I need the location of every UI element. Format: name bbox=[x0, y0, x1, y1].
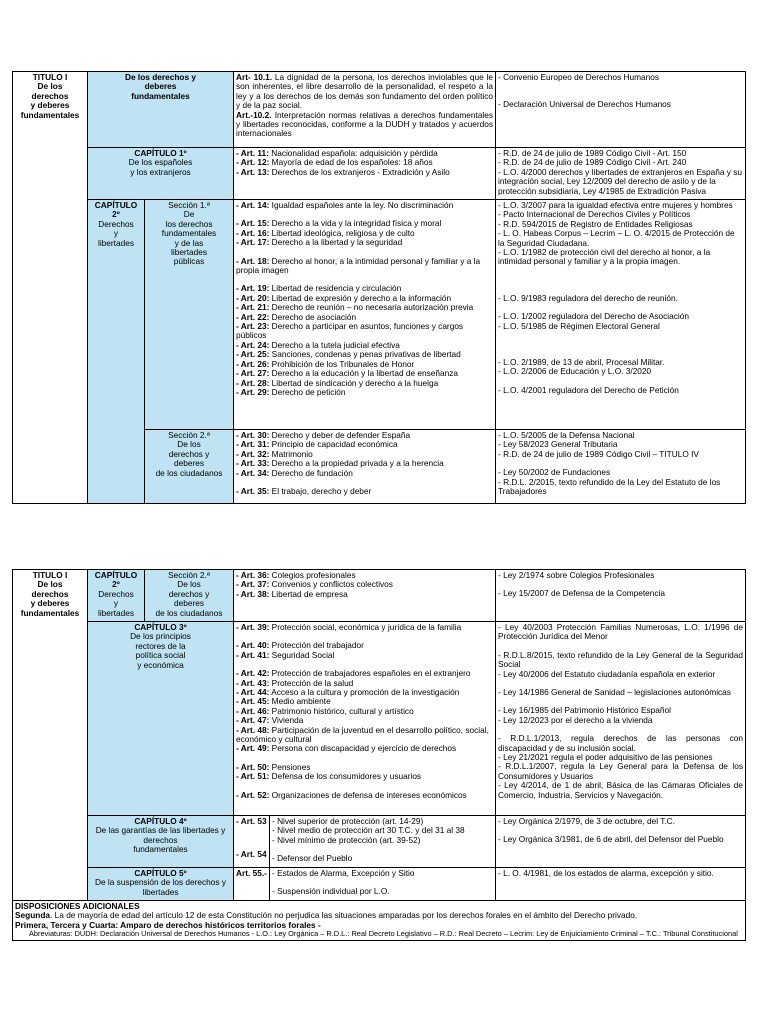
article-ref: Art- 10.1. bbox=[236, 72, 273, 82]
article-ref: - Art. 54 bbox=[236, 849, 267, 860]
article-ref: - Art. 27: bbox=[236, 368, 270, 379]
article-item bbox=[236, 322, 493, 341]
titulo-line: De los bbox=[37, 81, 63, 92]
article-item bbox=[236, 469, 493, 478]
article-item bbox=[236, 201, 493, 210]
article-ref: - Art. 37: bbox=[236, 579, 270, 590]
article-ref: - Art. 47: bbox=[236, 715, 270, 726]
article-text: Derecho a la tutela judicial efectiva bbox=[269, 339, 400, 350]
law-item: - Ley 14/1986 General de Sanidad – legislaciones autonómicas bbox=[498, 687, 731, 698]
cap5-heading bbox=[88, 868, 234, 901]
article-ref: - Art. 12: bbox=[236, 157, 270, 168]
article-text: Derecho a la vida y la integridad física y moral bbox=[269, 218, 442, 229]
cap4-items bbox=[270, 816, 496, 868]
article-text: Derechos de los extranjeros - Extradición y Asilo bbox=[269, 166, 450, 177]
heading-line: y bbox=[113, 598, 119, 609]
article-ref: - Art. 41: bbox=[236, 649, 270, 660]
titulo-line: TITULO I bbox=[32, 570, 68, 580]
law-item: - R.D. de 24 de julio de 1989 Código Civil – TITULO IV bbox=[498, 448, 699, 459]
titulo-cell bbox=[13, 570, 88, 901]
heading-line: Derechos bbox=[98, 588, 134, 599]
article-ref: - Art. 38: bbox=[236, 588, 270, 599]
law-item: - R.D.L.1/2007, regula la Ley General para la Defensa de los Consumidores y Usuarios bbox=[498, 761, 744, 781]
heading-line: rectores de la bbox=[135, 640, 186, 651]
heading-line: de los ciudadanos bbox=[155, 467, 223, 478]
article-item bbox=[236, 651, 493, 660]
article-text: Protección del trabajador bbox=[269, 640, 364, 651]
article-text: Pensiones bbox=[269, 761, 311, 772]
law-item: - L. O. 4/1981, de los estados de alarma, excepción y sitio. bbox=[496, 868, 746, 901]
article-ref: - Art. 13: bbox=[236, 166, 270, 177]
titulo-line: De los bbox=[37, 579, 63, 590]
law-item: - L.O. 2/2006 de Educación y L.O. 3/2020 bbox=[498, 366, 652, 377]
article-ref: - Art. 45: bbox=[236, 696, 270, 707]
titulo-line: derechos bbox=[31, 588, 69, 599]
article-ref: - Art. 19: bbox=[236, 283, 270, 294]
titulo-line: y deberes bbox=[30, 598, 70, 609]
article-text: Protección de trabajadores españoles en el extranjero bbox=[269, 668, 471, 679]
law-item: - Pacto Internacional de Derechos Civiles y Políticos bbox=[498, 209, 691, 220]
titulo-line: fundamentales bbox=[20, 607, 80, 618]
titulo-line: TITULO I bbox=[32, 72, 68, 82]
heading-line: De los bbox=[177, 579, 201, 590]
article-text: Derecho y deber de defender España bbox=[269, 430, 411, 440]
protection-level: - Nivel superior de protección (art. 14-29) bbox=[272, 816, 424, 826]
cap3-articles bbox=[234, 622, 496, 816]
law-item: - R.D.L.8/2015, texto refundido de la Ley General de la Seguridad Social bbox=[498, 649, 744, 670]
article-text: Prohibición de los Tribunales de Honor bbox=[269, 358, 415, 369]
constitution-table-page-1 bbox=[12, 71, 746, 504]
article-text: Libertad ideológica, religiosa y de culto bbox=[269, 227, 415, 238]
heading-line: De bbox=[183, 209, 195, 220]
article-ref: - Art. 49: bbox=[236, 743, 270, 754]
article-ref: - Art. 40: bbox=[236, 640, 270, 651]
heading-line: deberes bbox=[144, 81, 177, 92]
law-item: - L.O. 4/2001 reguladora del Derecho de Petición bbox=[498, 384, 679, 395]
heading-line: CAPÍTULO bbox=[94, 570, 138, 580]
law-item: - Ley 2/1974 sobre Colegios Profesionales bbox=[498, 570, 655, 580]
heading-line: CAPÍTULO 3º bbox=[134, 622, 187, 632]
article-ref: - Art. 24: bbox=[236, 339, 270, 350]
article-ref: - Art. 20: bbox=[236, 292, 270, 303]
law-item: - Ley 4/2014, de 1 de abril, Básica de las Cámaras Oficiales de Comercio, Industria, Servicios y Navegación. bbox=[498, 780, 744, 800]
article-ref: - Art. 32: bbox=[236, 448, 270, 459]
article-text: Nacionalidad española: adquisición y pérdida bbox=[268, 148, 438, 158]
article-text: Seguridad Social bbox=[269, 649, 335, 660]
sec2-articles bbox=[234, 430, 496, 504]
cap1-heading bbox=[88, 148, 234, 200]
article-ref: - Art. 28: bbox=[236, 377, 270, 388]
heading-line: De los bbox=[177, 439, 201, 450]
heading-line: de los ciudadanos bbox=[155, 607, 223, 618]
article-text: Convenios y conflictos colectivos bbox=[269, 579, 393, 590]
article-text: Principio de capacidad económica bbox=[269, 439, 398, 450]
law-item: - Convenio Europeo de Derechos Humanos bbox=[498, 72, 659, 82]
cap3-heading bbox=[88, 622, 234, 816]
article-ref: - Art. 21: bbox=[236, 302, 270, 313]
article-item bbox=[236, 257, 493, 276]
cap2-heading bbox=[88, 200, 145, 504]
heading-line: libertades bbox=[98, 237, 134, 248]
article-ref: Art. 55.- bbox=[234, 868, 270, 901]
heading-line: y bbox=[113, 228, 119, 239]
article-ref: - Art. 18: bbox=[236, 255, 270, 266]
article-item bbox=[236, 772, 493, 781]
heading-line: De los principios bbox=[130, 631, 191, 642]
article-ref: - Art. 15: bbox=[236, 218, 270, 229]
article-ref: - Art. 46: bbox=[236, 705, 270, 716]
article-text: Defensa de los consumidores y usuarios bbox=[269, 771, 422, 782]
cap3-laws bbox=[496, 622, 746, 816]
article-ref: - Art. 36: bbox=[236, 570, 270, 580]
article-text: Derecho de reunión – no necesaria autorización previa bbox=[269, 302, 474, 313]
article-item bbox=[236, 623, 493, 632]
heading-line: Sección 1.ª bbox=[168, 200, 210, 210]
heading-line: derechos y bbox=[168, 588, 210, 599]
intro-heading bbox=[88, 72, 234, 148]
law-item: - Ley Orgánica 3/1981, de 6 de abril, del Defensor del Pueblo bbox=[498, 834, 724, 845]
titulo-cell bbox=[13, 72, 88, 504]
law-item: - Ley 40/2003 Protección Familias Numerosas, L.O. 1/1996 de Protección Jurídica del Menor bbox=[498, 622, 744, 642]
law-item: - Ley Orgánica 2/1979, de 3 de octubre, del T.C. bbox=[498, 816, 675, 826]
law-item: - Declaración Universal de Derechos Humanos bbox=[498, 99, 671, 110]
law-item: - R.D.L. 2/2015, texto refundido de la Ley del Estatuto de los Trabajadores bbox=[498, 476, 721, 497]
article-ref: - Art. 11: bbox=[236, 148, 269, 158]
heading-line: Sección 2.ª bbox=[168, 570, 210, 580]
sec1-articles bbox=[234, 200, 496, 430]
law-item: - L.O. 3/2007 para la igualdad efectiva entre mujeres y hombres bbox=[498, 200, 733, 210]
titulo-line: derechos bbox=[31, 90, 69, 101]
abbreviations-note: Abreviaturas: DUDH: Declaración Universal de Derechos Humanos - L.O.: Ley Orgánica – R.D.L.: Real Decreto Legislativo – R.D.: Real Decreto – Lecrim: Ley de Enjuiciamiento Criminal – T.C.: Tribunal Constitucional bbox=[29, 929, 738, 939]
article-ref: - Art. 50: bbox=[236, 761, 270, 772]
heading-line: 2º bbox=[112, 209, 120, 220]
sec1-heading bbox=[145, 200, 234, 430]
heading-line: fundamentales bbox=[133, 844, 188, 855]
law-item: - L.O. 1/1982 de protección civil del derecho al honor, a la intimidad personal y familiar y a la propia imagen. bbox=[498, 247, 711, 267]
disposicion-primera: Primera, Tercera y Cuarta: Amparo de derechos históricos territorios forales - bbox=[15, 919, 321, 930]
article-text: Derecho a la educación y la libertad de enseñanza bbox=[269, 368, 459, 379]
article-text: Derecho de asociación bbox=[269, 311, 357, 322]
article-item bbox=[236, 238, 493, 247]
article-ref: - Art. 42: bbox=[236, 668, 270, 679]
article-ref: - Art. 25: bbox=[236, 349, 270, 360]
law-item: - L.O. 1/2002 reguladora del Derecho de Asociación bbox=[498, 311, 689, 322]
cap1-laws bbox=[496, 148, 746, 200]
article-ref: - Art. 22: bbox=[236, 311, 270, 322]
law-item: - R.D.L.1/2013, regula derechos de las personas con discapacidad y de su inclusión social. bbox=[498, 733, 744, 753]
heading-line: deberes bbox=[174, 458, 204, 469]
heading-line: Sección 2.ª bbox=[168, 430, 210, 440]
heading-line: y de las bbox=[174, 237, 204, 248]
article-text: Acceso a la cultura y promoción de la investigación bbox=[269, 687, 460, 698]
heading-line: CAPÍTULO bbox=[94, 200, 138, 210]
suspension-item: - Estados de Alarma, Excepción y Sitio bbox=[272, 868, 415, 878]
article-text: Libertad de expresión y derecho a la información bbox=[269, 292, 452, 303]
heading-line: libertades bbox=[98, 607, 134, 618]
sec2-laws bbox=[496, 570, 746, 622]
disposiciones-title: DISPOSICIONES ADICIONALES bbox=[15, 901, 140, 911]
article-text: Interpretación normas relativas a derechos fundamentales y libertades reconocidas, conforme a la DUDH y tratados y acuerdos internacionales bbox=[236, 109, 494, 139]
article-ref: - Art. 43: bbox=[236, 677, 270, 688]
law-item: - L.O. 5/1985 de Régimen Electoral General bbox=[498, 320, 660, 331]
article-text: Derecho a la libertad y la seguridad bbox=[269, 237, 403, 248]
disposiciones-adicionales bbox=[13, 901, 746, 941]
article-ref: - Art. 51: bbox=[236, 771, 270, 782]
cap2-heading bbox=[88, 570, 145, 622]
heading-line: fundamentales bbox=[131, 90, 190, 101]
heading-line: CAPÍTULO 4º bbox=[134, 816, 187, 826]
article-ref: - Art. 39: bbox=[236, 622, 270, 632]
article-ref: - Art. 44: bbox=[236, 687, 270, 698]
article-item bbox=[236, 487, 493, 496]
law-item: - R.D. de 24 de julio de 1989 Código Civil - Art. 150 bbox=[498, 148, 687, 158]
heading-line: públicas bbox=[173, 256, 205, 267]
heading-line: derechos y bbox=[168, 448, 210, 459]
article-text: Persona con discapacidad y ejercicio de derechos bbox=[269, 743, 457, 754]
cap4-heading bbox=[88, 816, 234, 868]
heading-line: De la suspensión de los derechos y libertades bbox=[95, 877, 226, 897]
disposicion-label: Segunda bbox=[15, 910, 51, 921]
law-item: - R.D. 594/2015 de Registro de Entidades Religiosas bbox=[498, 218, 693, 229]
article-text: Vivienda bbox=[269, 715, 304, 726]
article-ref: Art.-10.2. bbox=[236, 109, 272, 120]
article-text: Organizaciones de defensa de intereses económicos bbox=[269, 789, 467, 800]
article-ref: - Art. 30: bbox=[236, 430, 270, 440]
law-item: - Ley 16/1985 del Patrimonio Histórico Español bbox=[498, 705, 671, 716]
article-text: Derecho a participar en asuntos, funciones y cargos públicos bbox=[236, 321, 464, 341]
sec2-laws bbox=[496, 430, 746, 504]
law-item: - Ley 12/2023 por el derecho a la vivienda bbox=[498, 714, 653, 725]
article-text: Protección de la salud bbox=[269, 677, 354, 688]
article-ref: - Art. 17: bbox=[236, 237, 270, 248]
article-item bbox=[236, 168, 493, 177]
heading-line: CAPÍTULO 1º bbox=[134, 148, 187, 158]
sec2-heading bbox=[145, 570, 234, 622]
law-item: - L.O. 2/1989, de 13 de abril, Procesal Militar. bbox=[498, 357, 665, 368]
heading-line: y económica bbox=[137, 659, 184, 670]
intro-laws bbox=[496, 72, 746, 148]
article-text: Medio ambiente bbox=[269, 696, 331, 707]
heading-line: De los derechos y bbox=[125, 72, 197, 82]
intro-articles bbox=[234, 72, 496, 148]
article-text: Derecho al honor, a la intimidad personal y familiar y a la propia imagen bbox=[236, 255, 481, 276]
cap5-items bbox=[270, 868, 496, 901]
heading-line: De los españoles bbox=[128, 157, 193, 168]
heading-line: política social bbox=[135, 650, 186, 661]
article-ref: - Art. 29: bbox=[236, 386, 270, 397]
law-item: - Ley 40/2006 del Estatuto ciudadanía española en exterior bbox=[498, 668, 716, 679]
article-ref: - Art. 52: bbox=[236, 789, 270, 800]
law-item: - Ley 21/2021 regula el poder adquisitivo de las pensiones bbox=[498, 752, 713, 763]
article-text: Mayoría de edad de los españoles: 18 años bbox=[269, 157, 433, 168]
heading-line: deberes bbox=[174, 598, 204, 609]
article-text: Libertad de empresa bbox=[269, 588, 348, 599]
protection-level: - Nivel mínimo de protección (art. 39-52) bbox=[272, 834, 421, 845]
article-text: Igualdad españoles ante la ley. No discriminación bbox=[269, 200, 454, 210]
article-item bbox=[236, 791, 493, 800]
cap4-art-refs bbox=[234, 816, 270, 868]
heading-line: CAPÍTULO 5º bbox=[134, 868, 187, 878]
article-ref: - Art. 35: bbox=[236, 486, 270, 497]
article-ref: - Art. 33: bbox=[236, 458, 270, 469]
law-item: - R.D. de 24 de julio de 1989 Código Civil - Art. 240 bbox=[498, 157, 687, 168]
sec2-articles bbox=[234, 570, 496, 622]
article-text: Matrimonio bbox=[269, 448, 313, 459]
article-text: Libertad de residencia y circulación bbox=[269, 283, 402, 294]
article-text: Protección social, económica y jurídica de la familia bbox=[269, 622, 462, 632]
protection-level: - Defensor del Pueblo bbox=[272, 853, 353, 864]
titulo-line: fundamentales bbox=[20, 109, 80, 120]
article-ref: - Art. 48: bbox=[236, 724, 270, 735]
article-ref: - Art. 16: bbox=[236, 227, 270, 238]
article-text: Libertad de sindicación y derecho a la huelga bbox=[269, 377, 439, 388]
constitution-table-page-2 bbox=[12, 569, 746, 941]
article-item bbox=[236, 726, 493, 745]
article-ref: - Art. 53 bbox=[236, 816, 267, 826]
article-ref: - Art. 26: bbox=[236, 358, 270, 369]
article-ref: - Art. 34: bbox=[236, 467, 270, 478]
sec1-laws bbox=[496, 200, 746, 430]
heading-line: 2º bbox=[112, 579, 120, 590]
heading-line: y los extranjeros bbox=[130, 166, 191, 177]
article-item bbox=[236, 590, 493, 599]
disposicion-text: . La de mayoría de edad del artículo 12 de esta Constitución no perjudica las situaciones amparadas por los derechos forales en el ámbito del Derecho privado. bbox=[50, 910, 638, 921]
article-text: Participación de la juventud en el desarrollo político, social, económico y cultural bbox=[236, 724, 489, 745]
heading-line: libertades bbox=[171, 247, 207, 258]
heading-line: fundamentales bbox=[161, 228, 217, 239]
heading-line: Derechos bbox=[98, 218, 134, 229]
law-item: - Ley 58/2023 General Tributaria bbox=[498, 439, 618, 450]
article-item bbox=[236, 388, 493, 397]
article-ref: - Art. 31: bbox=[236, 439, 270, 450]
article-item bbox=[236, 744, 493, 753]
article-ref: - Art. 14: bbox=[236, 200, 270, 210]
law-item: - Ley 50/2002 de Fundaciones bbox=[498, 467, 611, 478]
sec2-heading bbox=[145, 430, 234, 504]
law-item: - Ley 15/2007 de Defensa de la Competencia bbox=[498, 588, 665, 599]
titulo-line: y deberes bbox=[30, 100, 70, 111]
article-text: Derecho de petición bbox=[269, 386, 346, 397]
article-text: El trabajo, derecho y deber bbox=[269, 486, 372, 497]
article-text: Sanciones, condenas y penas privativas de libertad bbox=[269, 349, 461, 360]
protection-level: - Nivel medio de protección art 30 T.C. y del 31 al 38 bbox=[272, 825, 465, 836]
article-text: Patrimonio histórico, cultural y artístico bbox=[269, 705, 414, 716]
law-item: - L.O. 5/2005 de la Defensa Nacional bbox=[498, 430, 635, 440]
law-item: - L.O. 9/1983 reguladora del derecho de reunión. bbox=[498, 292, 678, 303]
article-text: La dignidad de la persona, los derechos inviolables que le son inherentes, el libre desarrollo de la personalidad, el respeto a la ley y a los derechos de los demás son fundamento del orden político y de la paz social. bbox=[236, 72, 494, 111]
law-item: - L.O. 4/2000 derechos y libertades de extranjeros en España y su integración social, Ley 12/2009 del derecho de asilo y de la protección subsidiaria, Ley 4/1985 de Extradición Pasiva bbox=[498, 166, 742, 196]
law-item: - L. O. Habeas Corpus – Lecrim – L. O. 4/2015 de Protección de la Seguridad Ciudadana. bbox=[498, 228, 735, 248]
cap1-articles bbox=[234, 148, 496, 200]
heading-line: De las garantías de las libertades y derechos bbox=[95, 825, 226, 845]
article-ref: - Art. 23: bbox=[236, 321, 270, 332]
heading-line: los derechos bbox=[165, 218, 213, 229]
article-text: Colegios profesionales bbox=[269, 570, 356, 580]
article-text: Derecho de fundación bbox=[269, 467, 353, 478]
suspension-item: - Suspensión individual por L.O. bbox=[272, 886, 390, 897]
cap4-laws bbox=[496, 816, 746, 868]
article-text: Derecho a la propiedad privada y a la herencia bbox=[269, 458, 444, 469]
